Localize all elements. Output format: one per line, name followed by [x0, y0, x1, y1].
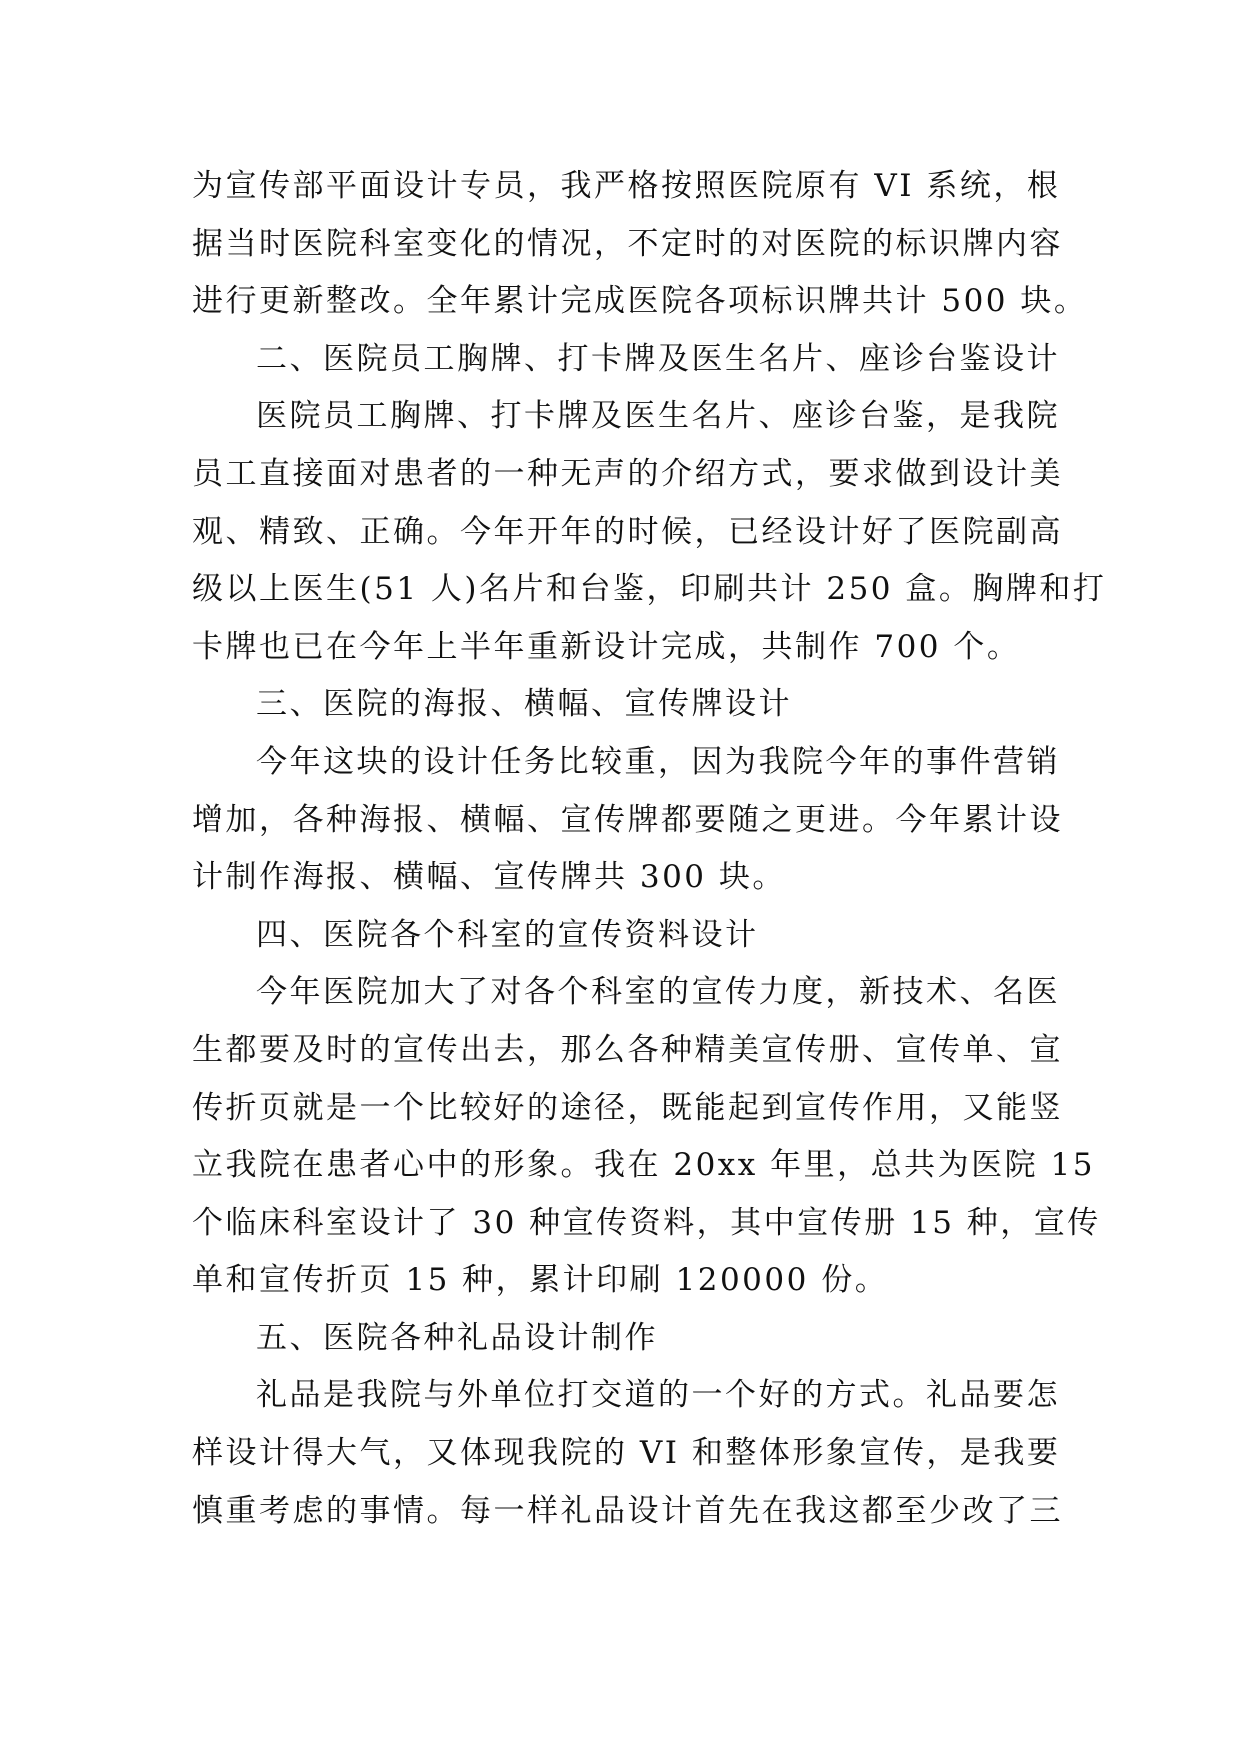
text-line: 个临床科室设计了 30 种宣传资料，其中宣传册 15 种，宣传	[192, 1204, 1101, 1241]
text-line: 传折页就是一个比较好的途径，既能起到宣传作用，又能竖	[192, 1089, 1063, 1126]
document-body	[192, 158, 1107, 1540]
text-line: 进行更新整改。全年累计完成医院各项标识牌共计 500 块。	[192, 283, 1088, 320]
text-line: 据当时医院科室变化的情况，不定时的对医院的标识牌内容	[192, 225, 1063, 262]
text-line: 慎重考虑的事情。每一样礼品设计首先在我这都至少改了三	[192, 1492, 1063, 1529]
paragraph-start-line: 今年这块的设计任务比较重，因为我院今年的事件营销	[256, 743, 1060, 780]
text-line: 样设计得大气，又体现我院的 VI 和整体形象宣传，是我要	[192, 1435, 1061, 1472]
text-line: 生都要及时的宣传出去，那么各种精美宣传册、宣传单、宣	[192, 1031, 1063, 1068]
text-line: 观、精致、正确。今年开年的时候，已经设计好了医院副高	[192, 513, 1063, 550]
paragraph-start-line: 今年医院加大了对各个科室的宣传力度，新技术、名医	[256, 974, 1060, 1011]
paragraph-start-line: 四、医院各个科室的宣传资料设计	[256, 916, 759, 953]
text-line: 为宣传部平面设计专员，我严格按照医院原有 VI 系统，根	[192, 168, 1061, 204]
text-line: 增加，各种海报、横幅、宣传牌都要随之更进。今年累计设	[192, 801, 1063, 838]
paragraph-start-line: 医院员工胸牌、打卡牌及医生名片、座诊台鉴，是我院	[256, 398, 1060, 435]
text-line: 员工直接面对患者的一种无声的介绍方式，要求做到设计美	[192, 455, 1063, 492]
paragraph-start-line: 三、医院的海报、横幅、宣传牌设计	[256, 686, 792, 723]
text-line: 级以上医生(51 人)名片和台鉴，印刷共计 250 盒。胸牌和打	[192, 571, 1107, 608]
text-line: 单和宣传折页 15 种，累计印刷 120000 份。	[192, 1262, 889, 1299]
text-line: 卡牌也已在今年上半年重新设计完成，共制作 700 个。	[192, 628, 1021, 665]
paragraph-start-line: 礼品是我院与外单位打交道的一个好的方式。礼品要怎	[256, 1377, 1060, 1414]
paragraph-start-line: 二、医院员工胸牌、打卡牌及医生名片、座诊台鉴设计	[256, 340, 1060, 377]
text-line: 计制作海报、横幅、宣传牌共 300 块。	[192, 859, 786, 896]
text-line: 立我院在患者心中的形象。我在 20xx 年里，总共为医院 15	[192, 1147, 1095, 1184]
paragraph-start-line: 五、医院各种礼品设计制作	[256, 1319, 658, 1356]
